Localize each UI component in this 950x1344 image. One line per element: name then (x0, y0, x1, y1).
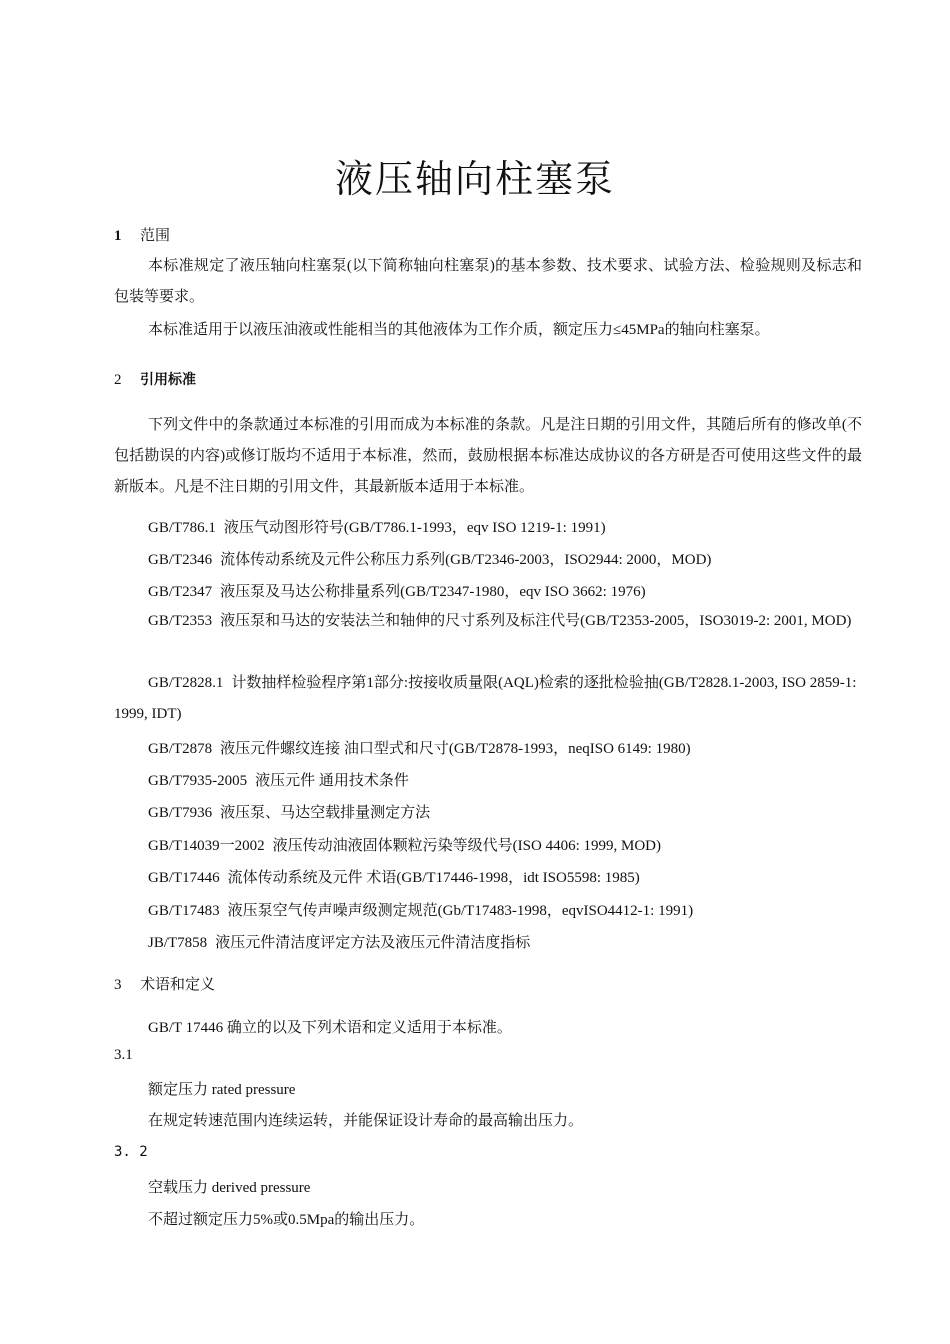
section-1-paragraph-1: 本标准规定了液压轴向柱塞泵(以下简称轴向柱塞泵)的基本参数、技术要求、试验方法、检验规则及标志和包装等要求。 (114, 258, 862, 305)
reference-item (148, 737, 691, 758)
section-1-heading (114, 224, 170, 245)
section-1-paragraph-2: 本标准适用于以液压油液或性能相当的其他液体为工作介质，额定压力≤45MPa的轴向柱塞泵。 (148, 322, 770, 338)
reference-item (148, 866, 640, 887)
reference-code: GB/T17446 (148, 870, 220, 886)
section-2-heading (114, 369, 196, 389)
reference-item (148, 516, 606, 537)
reference-item (148, 580, 646, 601)
term-definition: 在规定转速范围内连续运转，并能保证设计寿命的最高输出压力。 (148, 1113, 584, 1129)
term-definition: 不超过额定压力5%或0.5Mpa的输出压力。 (148, 1212, 425, 1228)
term-name: 额定压力 rated pressure (148, 1082, 296, 1098)
reference-text: 流体传动系统及元件 术语(GB/T17446-1998，idt ISO5598: 1985) (227, 870, 640, 886)
reference-text: 计数抽样检验程序第1部分:按接收质量限(AQL)检索的逐批检验抽(GB/T2828.1-2003, ISO 2859-1: 1999, IDT) (114, 675, 857, 722)
reference-item (148, 548, 711, 569)
term-number: 3.1 (114, 1047, 133, 1063)
term-name: 空载压力 derived pressure (148, 1180, 311, 1196)
reference-item (148, 769, 409, 790)
reference-item (148, 899, 693, 920)
reference-item (114, 668, 862, 730)
section-number: 1 (114, 228, 122, 244)
section-title: 范围 (140, 228, 171, 244)
reference-text: 液压气动图形符号(GB/T786.1-1993，eqv ISO 1219-1: 1991) (223, 520, 606, 536)
reference-text: 液压传动油液固体颗粒污染等级代号(ISO 4406: 1999, MOD) (272, 838, 662, 854)
reference-code: GB/T2346 (148, 552, 213, 568)
reference-code: GB/T7936 (148, 805, 213, 821)
reference-code: GB/T17483 (148, 903, 220, 919)
reference-code: GB/T2828.1 (148, 675, 224, 691)
reference-code: GB/T2347 (148, 584, 213, 600)
section-3-paragraph-1: GB/T 17446 确立的以及下列术语和定义适用于本标准。 (148, 1020, 512, 1036)
reference-text: 液压泵和马达的安装法兰和轴伸的尺寸系列及标注代号(GB/T2353-2005，ISO3019-2: 2001, MOD) (220, 613, 852, 629)
reference-text: 液压元件清洁度评定方法及液压元件清洁度指标 (215, 935, 531, 951)
term-number: 3. 2 (114, 1144, 148, 1160)
section-number: 2 (114, 372, 122, 388)
reference-text: 液压泵、马达空载排量测定方法 (220, 805, 431, 821)
reference-code: GB/T2878 (148, 741, 213, 757)
document-title: 液压轴向柱塞泵 (334, 157, 615, 201)
reference-code: GB/T786.1 (148, 520, 216, 536)
reference-code: JB/T7858 (148, 935, 208, 951)
reference-item (148, 801, 430, 822)
reference-text: 流体传动系统及元件公称压力系列(GB/T2346-2003，ISO2944: 2000，MOD) (220, 552, 712, 568)
section-title: 引用标准 (140, 372, 196, 388)
section-title: 术语和定义 (140, 977, 216, 993)
reference-text: 液压元件 通用技术条件 (255, 773, 409, 789)
reference-text: 液压泵空气传声噪声级测定规范(Gb/T17483-1998，eqvISO4412-1: 1991) (227, 903, 694, 919)
reference-item (148, 931, 530, 952)
reference-text: 液压元件螺纹连接 油口型式和尺寸(GB/T2878-1993，neqISO 6149: 1980) (220, 741, 691, 757)
reference-item (148, 834, 661, 855)
section-2-paragraph-1: 下列文件中的条款通过本标准的引用而成为本标准的条款。凡是注日期的引用文件，其随后所有的修改单(不包括勘误的内容)或修订版均不适用于本标准，然而，鼓励根据本标准达成协议的各方研是否可使用这些文件的最新版本。凡是不注日期的引用文件，其最新版本适用于本标准。 (114, 417, 862, 495)
section-number: 3 (114, 977, 122, 993)
reference-code: GB/T14039一2002 (148, 838, 265, 854)
reference-code: GB/T2353 (148, 613, 213, 629)
section-3-heading (114, 973, 215, 994)
reference-code: GB/T7935-2005 (148, 773, 248, 789)
reference-item (114, 606, 862, 637)
reference-text: 液压泵及马达公称排量系列(GB/T2347-1980，eqv ISO 3662: 1976) (220, 584, 646, 600)
